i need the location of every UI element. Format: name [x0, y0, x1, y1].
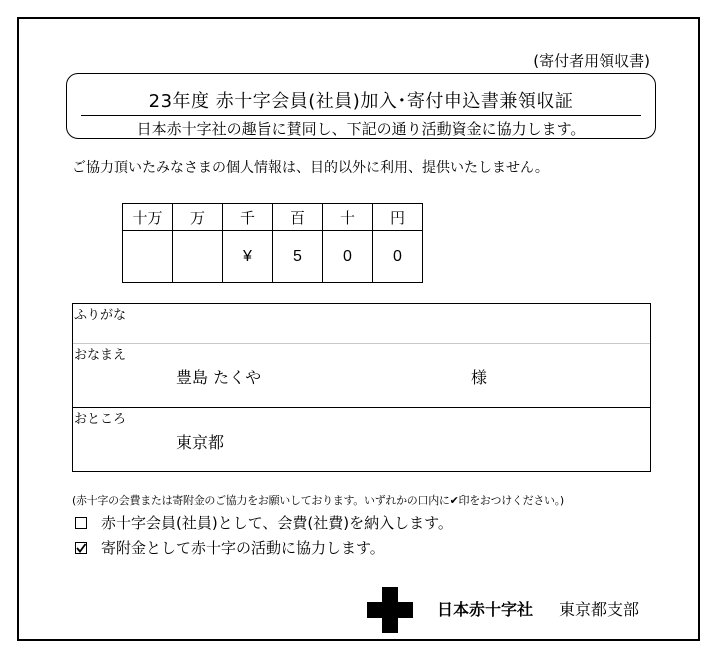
- furigana-divider: [73, 343, 650, 344]
- title-box: [66, 73, 656, 139]
- donation-option-label: 寄附金として赤十字の活動に協力します。: [101, 539, 385, 557]
- checkmark-icon: [75, 542, 87, 554]
- amount-digit-cell[interactable]: 0: [323, 231, 373, 283]
- amount-digit-cell[interactable]: [173, 231, 223, 283]
- privacy-note: ご協力頂いたみなさまの個人情報は、目的以外に利用、提供いたしません。: [72, 160, 549, 176]
- amount-digit-cell[interactable]: 5: [273, 231, 323, 283]
- branch-name: 東京都支部: [559, 600, 640, 619]
- amount-header-cell: 十万: [123, 204, 173, 231]
- title-divider: [81, 115, 641, 116]
- membership-option-label: 赤十字会員(社員)として、会費(社費)を納入します。: [101, 514, 453, 532]
- amount-digit-cell[interactable]: [123, 231, 173, 283]
- copy-label: (寄付者用領収書): [533, 52, 650, 70]
- amount-header-cell: 千: [223, 204, 273, 231]
- amount-header-cell: 十: [323, 204, 373, 231]
- amount-header-cell: 万: [173, 204, 223, 231]
- furigana-label: ふりがな: [74, 308, 127, 323]
- name-label: おなまえ: [74, 348, 127, 363]
- amount-digit-cell[interactable]: ¥: [223, 231, 273, 283]
- checkbox-instruction: (赤十字の会費または寄附金のご協力をお願いしております。いずれかの口内に✔印をおつけください。): [72, 494, 564, 507]
- red-cross-emblem-icon: [367, 587, 413, 633]
- membership-option[interactable]: [75, 512, 453, 533]
- amount-digit-cell[interactable]: 0: [373, 231, 423, 283]
- organization-name: 日本赤十字社: [437, 600, 534, 619]
- amount-header-cell: 円: [373, 204, 423, 231]
- name-field[interactable]: 豊島 たくや: [176, 368, 262, 387]
- donation-option[interactable]: [75, 537, 385, 558]
- amount-header-cell: 百: [273, 204, 323, 231]
- donor-info-box: [72, 303, 651, 472]
- amount-table: [122, 203, 423, 283]
- form-title: 23年度 赤十字会員(社員)加入･寄付申込書兼領収証: [148, 91, 574, 112]
- honorific-sama: 様: [471, 368, 488, 387]
- donation-checkbox[interactable]: [75, 542, 87, 554]
- form-subtitle: 日本赤十字社の趣旨に賛同し、下記の通り活動資金に協力します。: [136, 120, 586, 138]
- membership-checkbox[interactable]: [75, 517, 87, 529]
- address-field[interactable]: 東京都: [176, 433, 225, 452]
- name-divider: [73, 407, 650, 408]
- address-label: おところ: [74, 412, 127, 427]
